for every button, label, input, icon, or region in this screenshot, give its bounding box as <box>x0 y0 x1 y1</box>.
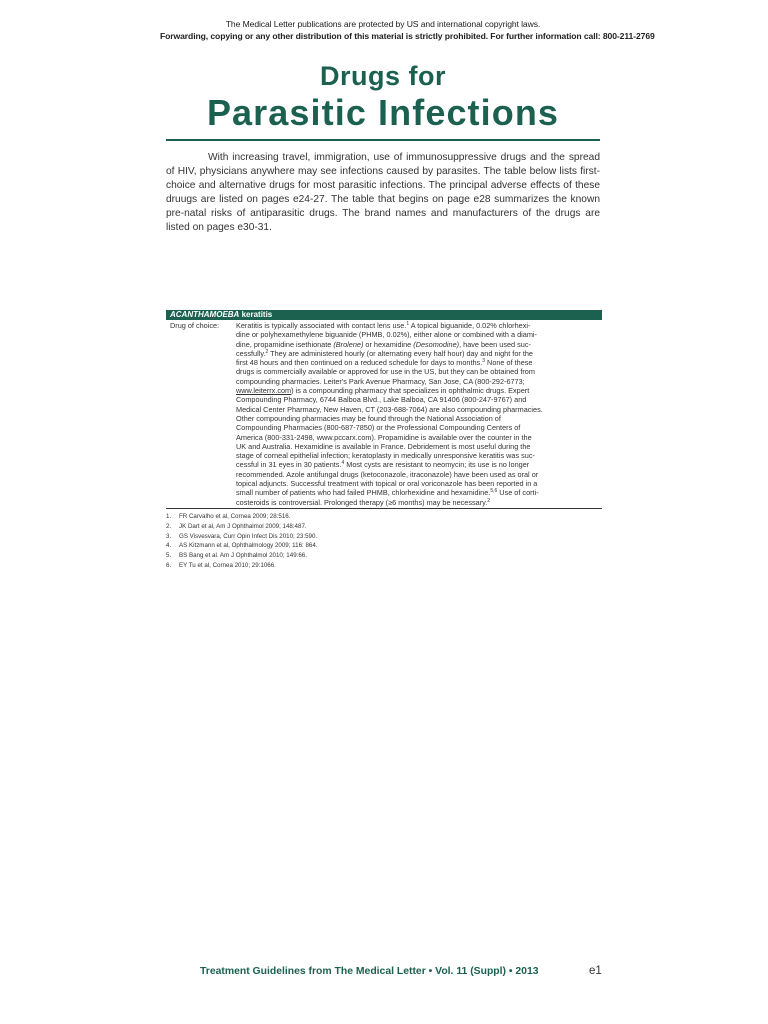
drug-of-choice-label: Drug of choice: <box>170 321 220 330</box>
drug-of-choice-text: Keratitis is typically associated with contact lens use.$^1$ A topical biguanide, 0.02% chlorhexi- dine or polyhexamethylene biguanide (PHMB, 0.02%), either alone or combined with a diami- dine, propamidine isethionate (Brolene) or hexamidine (Desomodine), have been used suc- cessfully.$^2$ They are administered hourly (or alternating every half hour) day and night for the first 48 hours and then continued on a reduced schedule for days to months.$^3$ None of these drugs is commercially available or approved for use in the US, but they can be obtained from compounding pharmacies. Leiter's Park Avenue Pharmacy, San Jose, CA (800-292-6773; www.leiterrx.com) is a compounding pharmacy that specializes in ophthalmic drugs. Expert Compounding Pharmacy, 6744 Balboa Blvd., Lake Balboa, CA 91406 (800-247-9767) and Medical Center Pharmacy, New Haven, CT (203-688-7064) are also compounding pharmacies. Other compounding pharmacies may be found through the National Association of Compounding Pharmacies (800-687-7850) or the Professional Compounding Centers of America (800-331-2498, www.pccarx.com). Propamidine is available over the counter in the UK and Australia. Hexamidine is available in France. Debridement is most useful during the stage of corneal epithelial infection; keratoplasty in medically unresponsive keratitis was suc- cessful in 31 eyes in 30 patients.$^4$ Most cysts are resistant to neomycin; its use is no longer recommended. Azole antifungal drugs (ketoconazole, itraconazole) have been used as oral or topical adjuncts. Successful treatment with topical or oral voriconazole has been reported in a small number of patients who had failed PHMB, chlorhexidine and hexamidine.$^{5,6}$ Use of corti- costeroids is controversial. Prolonged therapy (≥6 months) may be necessary.$^2$ <box>236 321 543 507</box>
list-item: 3. GS Visvesvara, Curr Opin Infect Dis 2010; 23:590. <box>166 532 318 540</box>
list-item: 4. AS Kitzmann et al, Ophthalmology 2009; 116: 864. <box>166 542 318 550</box>
copyright-notice <box>160 18 655 42</box>
list-item: 5. BS Bang et al. Am J Ophthalmol 2010; 149:66. <box>166 552 307 560</box>
condition-name: keratitis <box>241 310 273 319</box>
title-divider <box>166 139 600 141</box>
copyright-line-1: The Medical Letter publications are protected by US and international copyright laws. <box>225 19 541 29</box>
references-list <box>166 512 466 571</box>
footer-citation: Treatment Guidelines from The Medical Letter • Vol. 11 (Suppl) • 2013 <box>200 966 539 977</box>
organism-name: ACANTHAMOEBA <box>170 310 240 319</box>
list-item: 1. FR Carvalho et al, Cornea 2009; 28:516. <box>166 513 291 520</box>
intro-paragraph: With increasing travel, immigration, use of immunosuppressive drugs and the spread of HIV, physicians anywhere may see infections caused by parasites. The table below lists first-choice and alternative drugs for most parasitic infections. The principal adverse effects of these druugs are listed on pages e24-27. The table that begins on page e28 summarizes the known pre-natal risks of antiparasitic drugs. The brand names and manufacturers of the drugs are listed on pages e30-31. <box>166 152 600 234</box>
table-row <box>166 320 602 508</box>
title-line-1: Drugs for <box>320 61 446 91</box>
pharmacy-link[interactable]: www.leiterrx.com <box>236 386 292 396</box>
page-title: Parasitic Infections <box>206 92 560 133</box>
page-number: e1 <box>589 965 602 977</box>
copyright-line-2: Forwarding, copying or any other distribution of this material is strictly prohibited. For further information call: 800-211-2769 <box>160 31 655 41</box>
list-item: 2. JK Dart et al, Am J Ophthalmol 2009; 148:487. <box>166 522 307 530</box>
drug-table-entry <box>166 310 602 509</box>
entry-divider <box>166 508 602 509</box>
list-item: 6. EY Tu et al, Cornea 2010; 29:1066. <box>166 561 276 569</box>
entry-header <box>166 310 602 320</box>
